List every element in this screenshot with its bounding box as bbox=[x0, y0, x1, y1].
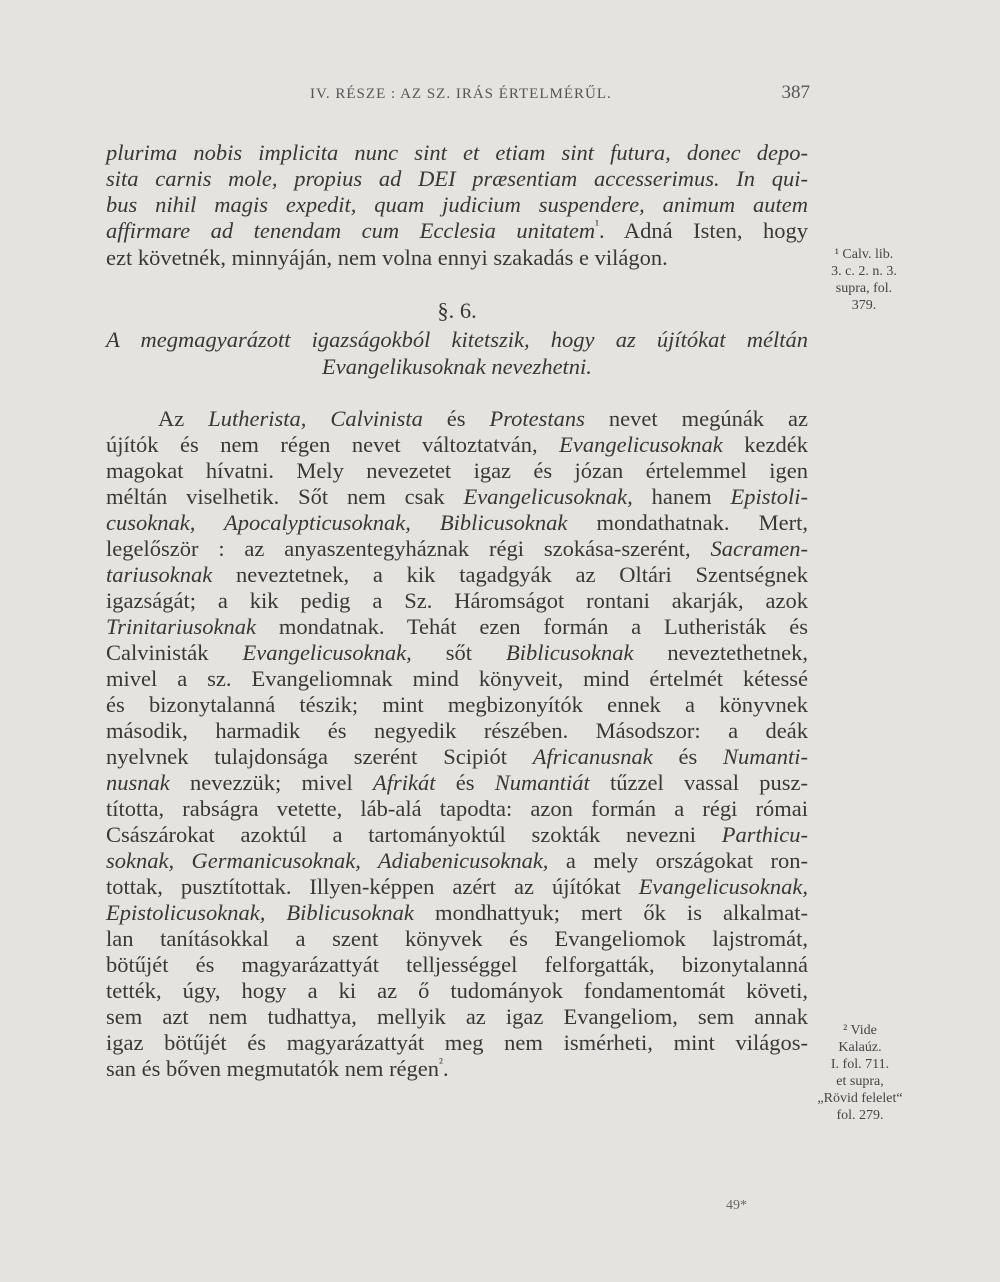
text-segment: tottak, pusztítottak. Illyen-képpen azért az újítókat bbox=[106, 874, 639, 899]
text-segment: újítók és nem régen nevet változtatván, bbox=[106, 432, 560, 457]
text-segment: Evangelikusoknak nevezhetni. bbox=[322, 354, 592, 379]
text-segment: Protestans bbox=[489, 406, 585, 431]
text-segment: . bbox=[442, 1056, 449, 1081]
text-segment: Trinitariusoknak bbox=[106, 614, 257, 639]
text-line bbox=[106, 1054, 808, 1084]
text-segment: Biblicusoknak bbox=[505, 640, 634, 665]
text-segment: magokat hívatni. Mely nevezetet igaz és józan értelemmel igen bbox=[106, 458, 808, 483]
text-segment: kezdék bbox=[722, 432, 808, 457]
text-segment: . Adná Isten, hogy bbox=[599, 218, 809, 243]
text-segment: tariusoknak bbox=[106, 562, 213, 587]
text-segment: lan tanításokkal a szent könyvek és Evangeliomok lajstromát, bbox=[106, 926, 808, 951]
margin-note-2 bbox=[808, 1022, 912, 1124]
text-segment: ¹ bbox=[595, 217, 600, 232]
margin-note-line: I. fol. 711. bbox=[830, 1057, 890, 1072]
text-segment: hanem bbox=[632, 484, 731, 509]
margin-note-line: Kalaúz. bbox=[838, 1040, 882, 1055]
text-segment: Császárokat azoktúl a tartományoktúl szokták nevezni bbox=[106, 822, 722, 847]
text-segment: Afrikát bbox=[372, 770, 436, 795]
margin-note-line: 379. bbox=[851, 298, 877, 313]
text-segment: mondatnak. Tehát ezen formán a Lutheristák és bbox=[256, 614, 808, 639]
signature-mark: 49* bbox=[726, 1198, 747, 1213]
running-header bbox=[290, 82, 810, 112]
text-segment: Africanusnak bbox=[532, 744, 653, 769]
text-segment: bus nihil magis expedit, quam judicium suspendere, animum autem bbox=[106, 192, 808, 217]
text-segment: bötűjét és magyarázattyát telljességgel felforgatták, bizonytalanná bbox=[106, 952, 808, 977]
text-segment: neveztetnek, a kik tagadgyák az Oltári Szentségnek bbox=[212, 562, 808, 587]
margin-note-line: ¹ Calv. lib. bbox=[834, 247, 894, 262]
text-segment: tűzzel vassal pusz- bbox=[589, 770, 809, 795]
text-segment: ezt követnék, minnyáján, nem volna ennyi szakadás e világon. bbox=[106, 245, 668, 270]
margin-note-line: 3. c. 2. n. 3. bbox=[831, 264, 897, 279]
text-line bbox=[106, 296, 808, 326]
text-segment: nusnak bbox=[106, 770, 170, 795]
text-segment: igazságát; a kik pedig a Sz. Háromságot rontani akarják, azok bbox=[106, 588, 808, 613]
text-segment: tették, úgy, hogy a ki az ő tudományok fondamentomát követi, bbox=[106, 978, 808, 1003]
text-line bbox=[106, 352, 808, 382]
margin-note-line: ² Vide bbox=[843, 1023, 877, 1038]
text-segment: Calvinista bbox=[330, 406, 423, 431]
text-line bbox=[106, 243, 808, 273]
text-segment: legelőször : az anyaszentegyháznak régi szokása-szerént, bbox=[106, 536, 711, 561]
text-segment: Lutherista, bbox=[208, 406, 307, 431]
text-segment: sem azt nem tudhattya, mellyik az igaz Evangeliom, sem annak bbox=[106, 1004, 808, 1029]
text-segment: és bbox=[435, 770, 495, 795]
text-segment: mondhattyuk; mert ők is alkalmat- bbox=[413, 900, 808, 925]
text-segment: nevezzük; mivel bbox=[169, 770, 373, 795]
text-segment: DEI bbox=[418, 166, 456, 191]
text-segment: Epistoli- bbox=[730, 484, 808, 509]
margin-note-line: supra, fol. bbox=[835, 281, 893, 296]
text-segment: soknak, Germanicusoknak, Adiabenicusoknak, bbox=[106, 848, 549, 873]
text-segment: és bizonytalanná tészik; mint megbizonyítók ennek a könyvnek bbox=[106, 692, 808, 717]
margin-note-line: fol. 279. bbox=[836, 1108, 884, 1123]
text-segment: Epistolicusoknak, Biblicusoknak bbox=[106, 900, 414, 925]
text-segment: præsentiam accesserimus. In qui- bbox=[455, 166, 808, 191]
margin-note-1 bbox=[818, 246, 910, 314]
page-number: 387 bbox=[781, 82, 810, 103]
text-segment: nyelvnek tulajdonsága szerént Scipiót bbox=[106, 744, 533, 769]
text-segment: és bbox=[422, 406, 490, 431]
text-segment: §. 6. bbox=[437, 298, 477, 323]
text-segment: san és bőven megmutatók nem régen bbox=[106, 1056, 440, 1081]
text-segment: tította, rabságra vetette, láb-alá tapodta: azon formán a régi római bbox=[106, 796, 808, 821]
text-line bbox=[106, 216, 808, 246]
text-segment: Az bbox=[158, 406, 209, 431]
text-segment: igaz bötűjét és magyarázattyát meg nem ismérheti, mint világos- bbox=[106, 1030, 808, 1055]
text-segment: és bbox=[652, 744, 723, 769]
text-segment: ² bbox=[439, 1055, 443, 1070]
header-title: IV. RÉSZE : AZ SZ. IRÁS ÉRTELMÉRŰL. bbox=[310, 86, 612, 102]
text-line bbox=[106, 325, 808, 355]
text-segment: Parthicu- bbox=[721, 822, 808, 847]
text-segment: Evangelicusoknak, bbox=[242, 640, 412, 665]
text-segment: Calvinisták bbox=[106, 640, 243, 665]
text-segment: Numantiát bbox=[494, 770, 590, 795]
text-segment: második, harmadik és negyedik részében. Másodszor: a deák bbox=[106, 718, 808, 743]
text-segment: sőt bbox=[411, 640, 506, 665]
text-segment: nevet megúnák az bbox=[584, 406, 808, 431]
text-segment: Evangelicusoknak, bbox=[463, 484, 633, 509]
text-segment: a mely országokat ron- bbox=[548, 848, 809, 873]
text-segment: Evangelicusoknak, bbox=[638, 874, 808, 899]
text-segment: A megmagyarázott igazságokból kitetszik, hogy az újítókat méltán bbox=[106, 327, 808, 352]
margin-note-line: et supra, bbox=[836, 1074, 884, 1089]
text-segment: neveztethetnek, bbox=[633, 640, 808, 665]
margin-note-line: „Rövid felelet“ bbox=[817, 1091, 903, 1106]
text-segment: mondathatnak. Mert, bbox=[567, 510, 808, 535]
text-segment: Numanti- bbox=[722, 744, 808, 769]
text-segment: cusoknak, Apocalypticusoknak, Biblicusoknak bbox=[106, 510, 568, 535]
text-segment: mivel a sz. Evangeliomnak mind könyveit, mind értelmét kétessé bbox=[106, 666, 808, 691]
text-segment: sita carnis mole, propius ad bbox=[106, 166, 419, 191]
text-segment: Sacramen- bbox=[710, 536, 808, 561]
text-segment: affirmare ad tenendam cum Ecclesia unitatem bbox=[106, 218, 596, 243]
text-segment: Evangelicusoknak bbox=[559, 432, 723, 457]
text-segment bbox=[306, 406, 330, 431]
text-segment: méltán viselhetik. Sőt nem csak bbox=[106, 484, 464, 509]
text-segment: plurima nobis implicita nunc sint et etiam sint futura, donec depo- bbox=[106, 140, 808, 165]
